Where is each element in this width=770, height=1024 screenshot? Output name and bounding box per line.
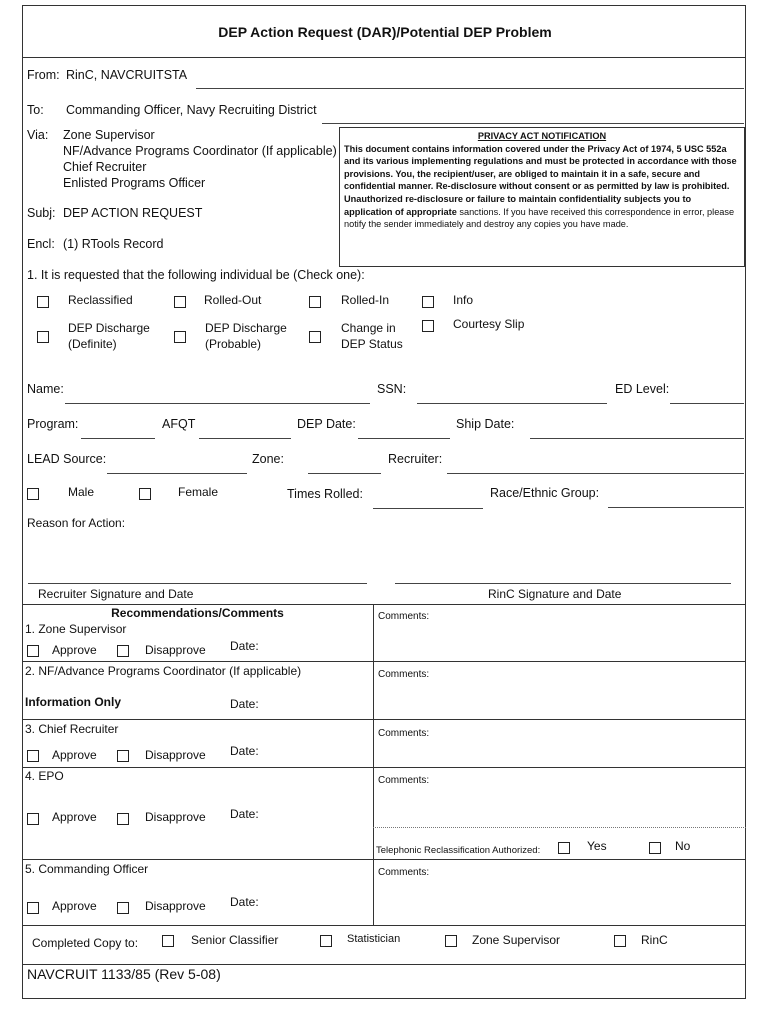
info-label: Info — [453, 293, 474, 307]
request-prompt: 1. It is requested that the following individual be (Check one): — [27, 268, 365, 282]
ed-level-input-line[interactable] — [670, 403, 744, 404]
subj-label: Subj: — [27, 206, 56, 220]
courtesy-slip-label: Courtesy Slip — [453, 317, 525, 331]
male-checkbox[interactable] — [27, 488, 39, 500]
times-rolled-input-line[interactable] — [373, 508, 483, 509]
epo-disapprove-checkbox[interactable] — [117, 813, 129, 825]
disapprove-label: Disapprove — [145, 899, 206, 913]
name-label: Name: — [27, 382, 64, 396]
rolled-in-checkbox[interactable] — [309, 296, 321, 308]
via-item: Enlisted Programs Officer — [63, 176, 206, 190]
section-divider — [22, 719, 746, 720]
dep-discharge-probable-checkbox[interactable] — [174, 331, 186, 343]
via-item: NF/Advance Programs Coordinator (If applicable) — [63, 144, 337, 158]
rolled-in-label: Rolled-In — [341, 293, 390, 307]
ship-date-label: Ship Date: — [456, 417, 515, 431]
lead-source-input-line[interactable] — [107, 473, 247, 474]
zone-supervisor-section-title: 1. Zone Supervisor — [25, 622, 127, 636]
to-label: To: — [27, 103, 44, 117]
change-dep-status-label: Change in DEP Status — [341, 321, 403, 351]
rinc-copy-checkbox[interactable] — [614, 935, 626, 947]
info-checkbox[interactable] — [422, 296, 434, 308]
date-label: Date: — [230, 744, 259, 758]
recruiter-label: Recruiter: — [388, 452, 443, 466]
epo-approve-checkbox[interactable] — [27, 813, 39, 825]
afqt-input-line[interactable] — [199, 438, 291, 439]
telephonic-label: Telephonic Reclassification Authorized: — [376, 845, 541, 856]
dep-discharge-definite-label: DEP Discharge (Definite) — [68, 321, 150, 351]
commanding-officer-approve-checkbox[interactable] — [27, 902, 39, 914]
disapprove-label: Disapprove — [145, 748, 206, 762]
date-label: Date: — [230, 639, 259, 653]
telephonic-no-label: No — [675, 839, 691, 853]
to-line[interactable] — [322, 123, 744, 124]
change-dep-status-checkbox[interactable] — [309, 331, 321, 343]
date-label: Date: — [230, 807, 259, 821]
privacy-bold-text: This document contains information covered under the Privacy Act of 1974, 5 USC 552a and its various implementing regulations and must be protected in accordance with those provisions. You, the recipient/user, are obliged to maintain it in a safe, secure and confidential manner. Re-disclosure without consent or as permitted by law is prohibited. Unauthorized re-disclosure or failure to maintain confidentiality subjects you to application of appropriate — [344, 143, 737, 217]
male-label: Male — [68, 485, 95, 499]
recruiter-input-line[interactable] — [447, 473, 744, 474]
times-rolled-label: Times Rolled: — [287, 487, 363, 501]
comments-label: Comments: — [378, 867, 430, 878]
subj-value: DEP ACTION REQUEST — [63, 206, 203, 220]
section-divider — [22, 767, 746, 768]
section-divider — [22, 925, 746, 926]
lead-source-label: LEAD Source: — [27, 452, 107, 466]
recommendations-top-border — [22, 604, 746, 605]
zone-supervisor-approve-checkbox[interactable] — [27, 645, 39, 657]
telephonic-no-checkbox[interactable] — [649, 842, 661, 854]
date-label: Date: — [230, 895, 259, 909]
rolled-out-checkbox[interactable] — [174, 296, 186, 308]
race-input-line[interactable] — [608, 507, 744, 508]
ssn-input-line[interactable] — [417, 403, 607, 404]
telephonic-yes-label: Yes — [587, 839, 607, 853]
via-label: Via: — [27, 128, 49, 142]
dep-discharge-definite-checkbox[interactable] — [37, 331, 49, 343]
privacy-title: PRIVACY ACT NOTIFICATION — [477, 131, 607, 141]
to-value: Commanding Officer, Navy Recruiting District — [66, 103, 317, 117]
via-item: Zone Supervisor — [63, 128, 155, 142]
telephonic-yes-checkbox[interactable] — [558, 842, 570, 854]
chief-recruiter-section-title: 3. Chief Recruiter — [25, 722, 119, 736]
ssn-label: SSN: — [377, 382, 407, 396]
information-only-label: Information Only — [25, 695, 121, 709]
senior-classifier-label: Senior Classifier — [191, 933, 279, 947]
recruiter-signature-label: Recruiter Signature and Date — [38, 587, 194, 601]
epo-section-title: 4. EPO — [25, 769, 64, 783]
zone-supervisor-copy-label: Zone Supervisor — [472, 933, 561, 947]
from-line[interactable] — [196, 88, 744, 89]
recruiter-signature-line[interactable] — [28, 583, 367, 584]
encl-label: Encl: — [27, 237, 55, 251]
program-label: Program: — [27, 417, 79, 431]
disapprove-label: Disapprove — [145, 810, 206, 824]
disapprove-label: Disapprove — [145, 643, 206, 657]
privacy-notice — [339, 127, 745, 267]
comments-label: Comments: — [378, 728, 430, 739]
afqt-label: AFQT — [162, 417, 196, 431]
reclassified-checkbox[interactable] — [37, 296, 49, 308]
comments-label: Comments: — [378, 611, 430, 622]
approve-label: Approve — [52, 899, 97, 913]
via-item: Chief Recruiter — [63, 160, 147, 174]
female-checkbox[interactable] — [139, 488, 151, 500]
statistician-checkbox[interactable] — [320, 935, 332, 947]
commanding-officer-section-title: 5. Commanding Officer — [25, 862, 149, 876]
form-number: NAVCRUIT 1133/85 (Rev 5-08) — [27, 966, 221, 982]
comments-label: Comments: — [378, 775, 430, 786]
chief-recruiter-disapprove-checkbox[interactable] — [117, 750, 129, 762]
title-divider — [22, 57, 746, 58]
dep-date-label: DEP Date: — [297, 417, 356, 431]
zone-input-line[interactable] — [308, 473, 381, 474]
recommendations-heading: Recommendations/Comments — [111, 606, 284, 620]
comments-divider — [373, 604, 374, 925]
name-input-line[interactable] — [65, 403, 370, 404]
approve-label: Approve — [52, 810, 97, 824]
rinc-signature-label: RinC Signature and Date — [488, 587, 622, 601]
courtesy-slip-checkbox[interactable] — [422, 320, 434, 332]
zone-supervisor-disapprove-checkbox[interactable] — [117, 645, 129, 657]
footer-divider — [22, 964, 746, 965]
completed-copy-label: Completed Copy to: — [32, 936, 139, 950]
ship-date-input-line[interactable] — [530, 438, 744, 439]
rinc-signature-line[interactable] — [395, 583, 731, 584]
reclassified-label: Reclassified — [68, 293, 133, 307]
rolled-out-label: Rolled-Out — [204, 293, 262, 307]
commanding-officer-disapprove-checkbox[interactable] — [117, 902, 129, 914]
approve-label: Approve — [52, 748, 97, 762]
form-title: DEP Action Request (DAR)/Potential DEP Problem — [218, 24, 552, 40]
statistician-label: Statistician — [347, 933, 401, 945]
dep-discharge-probable-label: DEP Discharge (Probable) — [205, 321, 287, 351]
senior-classifier-checkbox[interactable] — [162, 935, 174, 947]
zone-label: Zone: — [252, 452, 284, 466]
race-label: Race/Ethnic Group: — [490, 486, 600, 500]
zone-supervisor-copy-checkbox[interactable] — [445, 935, 457, 947]
section-divider — [22, 661, 746, 662]
approve-label: Approve — [52, 643, 97, 657]
from-label: From: — [27, 68, 60, 82]
reason-label: Reason for Action: — [27, 516, 126, 530]
from-value: RinC, NAVCRUITSTA — [66, 68, 188, 82]
telephonic-divider — [373, 827, 746, 828]
ed-level-label: ED Level: — [615, 382, 670, 396]
date-label: Date: — [230, 697, 259, 711]
rinc-copy-label: RinC — [641, 933, 668, 947]
privacy-normal-text: sanctions. If you have received this correspondence in error, please notify the sender immediately and destroy any copies you have made. — [344, 206, 735, 230]
female-label: Female — [178, 485, 219, 499]
dep-date-input-line[interactable] — [358, 438, 450, 439]
encl-value: (1) RTools Record — [63, 237, 164, 251]
section-divider — [22, 859, 746, 860]
comments-label: Comments: — [378, 669, 430, 680]
chief-recruiter-approve-checkbox[interactable] — [27, 750, 39, 762]
nf-coordinator-section-title: 2. NF/Advance Programs Coordinator (If applicable) — [25, 664, 302, 678]
program-input-line[interactable] — [81, 438, 155, 439]
